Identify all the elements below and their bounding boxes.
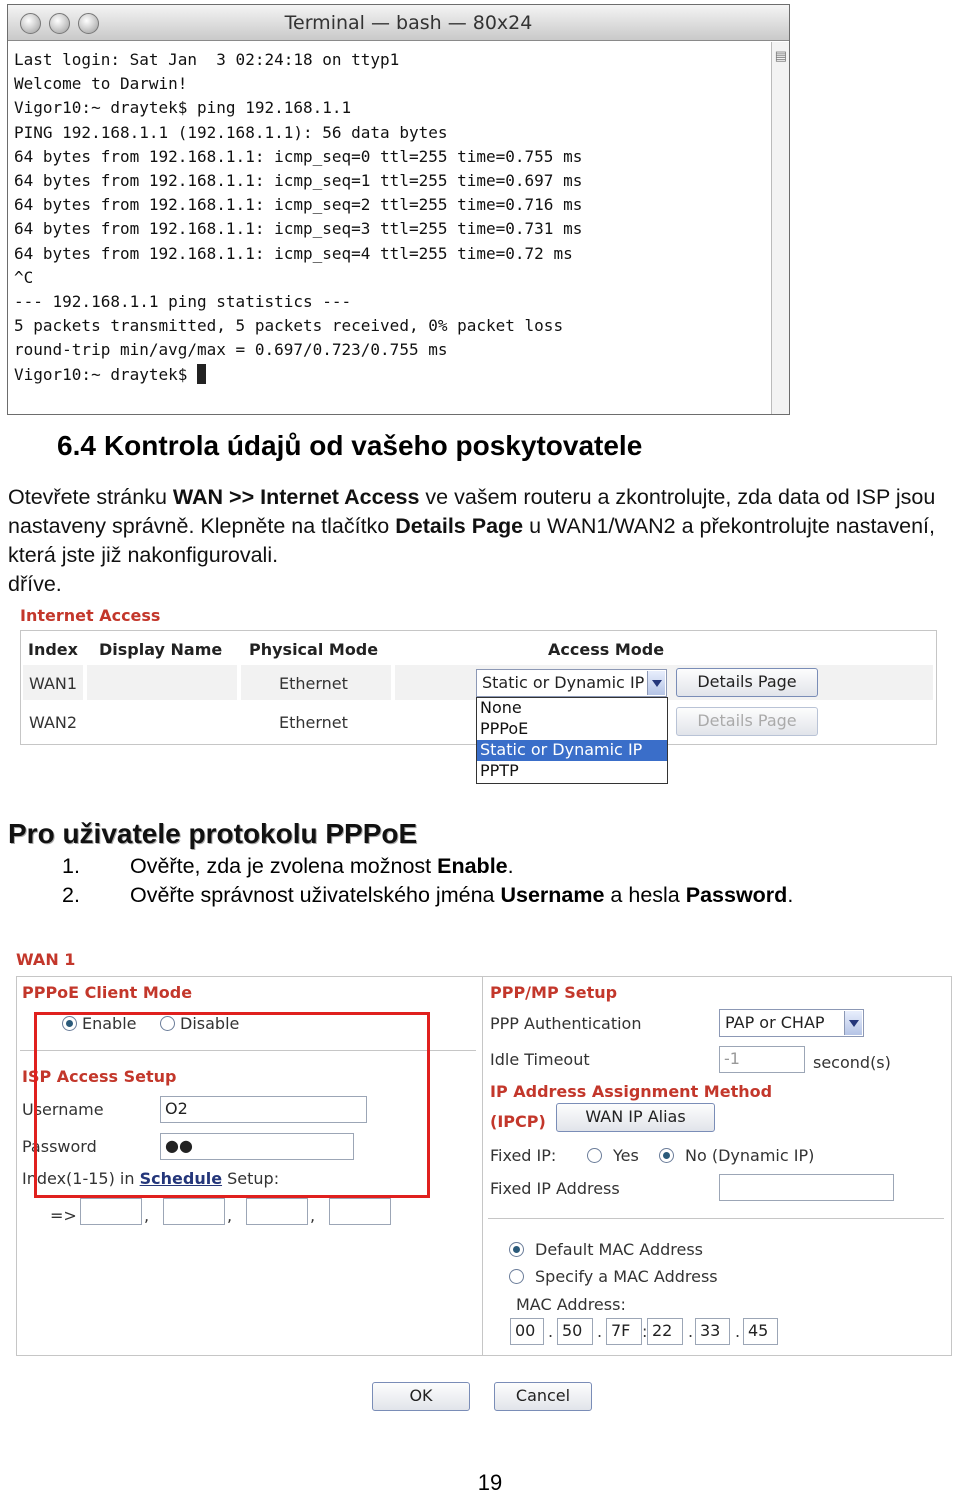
mac-separator: : [642, 1322, 648, 1341]
step-bold: Password [685, 883, 788, 907]
wan2-details-page-button[interactable]: Details Page [676, 707, 818, 736]
terminal-line: Welcome to Darwin! [14, 74, 188, 94]
terminal-line: 5 packets transmitted, 5 packets received, 0% packet loss [14, 316, 564, 336]
ok-button[interactable]: OK [372, 1382, 470, 1411]
mac-separator: . [735, 1322, 741, 1341]
idle-timeout-unit: second(s) [813, 1053, 891, 1072]
access-mode-select[interactable] [476, 669, 667, 697]
dropdown-option-pppoe[interactable]: PPPoE [480, 719, 529, 738]
client-mode-title: PPPoE Client Mode [22, 983, 193, 1002]
terminal-line: Last login: Sat Jan 3 02:24:18 on ttyp1 [14, 50, 400, 69]
password-label: Password [22, 1137, 97, 1156]
mac-separator: . [597, 1322, 603, 1341]
section-title: Kontrola údajů od vašeho poskytovatele [103, 430, 643, 461]
schedule-link[interactable]: Schedule [139, 1169, 223, 1188]
row-wan1-index: WAN1 [29, 674, 78, 693]
dropdown-option-none[interactable]: None [480, 698, 522, 717]
disable-label: Disable [180, 1014, 240, 1033]
terminal-line: 64 bytes from 192.168.1.1: icmp_seq=1 ttl=255 time=0.697 ms [14, 171, 583, 191]
access-mode-dropdown [476, 697, 668, 784]
default-mac-label: Default MAC Address [535, 1240, 703, 1259]
step-bold: Username [500, 883, 605, 907]
terminal-output[interactable] [8, 42, 771, 414]
para-text: u WAN1/WAN2 a překontrolujte nastavení, která jste již nakonfigurovali. [8, 514, 935, 567]
ppp-auth-label: PPP Authentication [490, 1014, 642, 1033]
terminal-prompt: Vigor10:~ draytek$ [14, 364, 198, 384]
terminal-scrollbar[interactable] [771, 42, 789, 414]
fixed-ip-address-input[interactable] [719, 1174, 894, 1201]
list-item [62, 852, 793, 881]
intro-paragraph [8, 483, 958, 599]
terminal-window [7, 4, 790, 415]
step-text: . [507, 854, 514, 878]
wan1-details-page-button[interactable]: Details Page [676, 668, 818, 697]
wan-ip-alias-button[interactable]: WAN IP Alias [556, 1103, 715, 1132]
fixed-ip-no-label: No (Dynamic IP) [685, 1146, 815, 1165]
isp-setup-title: ISP Access Setup [22, 1067, 177, 1086]
step-bold: Enable [437, 854, 508, 878]
mac-address-label: MAC Address: [516, 1295, 626, 1314]
mac-octet-5[interactable]: 33 [695, 1318, 730, 1345]
default-mac-radio[interactable] [509, 1242, 524, 1257]
terminal-line: round-trip min/avg/max = 0.697/0.723/0.755 ms [14, 340, 448, 360]
chevron-down-icon[interactable] [844, 1011, 862, 1035]
terminal-line: PING 192.168.1.1 (192.168.1.1): 56 data bytes [14, 122, 448, 142]
cursor-icon [197, 364, 206, 384]
dropdown-option-static[interactable]: Static or Dynamic IP [477, 740, 667, 761]
ppp-auth-value: PAP or CHAP [725, 1013, 825, 1032]
table-cell-bg [87, 665, 237, 700]
internet-access-title: Internet Access [20, 606, 161, 625]
terminal-line: Vigor10:~ draytek$ ping 192.168.1.1 [14, 98, 352, 118]
fixed-ip-yes-label: Yes [613, 1146, 639, 1165]
col-header-display-name: Display Name [99, 640, 223, 659]
col-header-index: Index [28, 640, 78, 659]
step-text: a hesla [604, 883, 686, 907]
ip-assign-title-ipcp: (IPCP) [490, 1112, 546, 1131]
cancel-button[interactable]: Cancel [494, 1382, 592, 1411]
fixed-ip-no-radio[interactable] [659, 1148, 674, 1163]
mac-octet-3[interactable]: 7F [606, 1318, 642, 1345]
schedule-index-3[interactable] [246, 1198, 308, 1225]
para-text: ve vašem routeru a zkontrolujte, zda data od ISP jsou nastaveny správně. Klepněte na tlačítko [8, 485, 936, 538]
section-number: 6.4 [57, 430, 96, 461]
para-text: Otevřete stránku [8, 485, 173, 509]
username-label: Username [22, 1100, 104, 1119]
highlight-box [34, 1012, 430, 1198]
ppp-setup-title: PPP/MP Setup [490, 983, 618, 1002]
separator: , [310, 1206, 316, 1225]
separator: , [144, 1206, 150, 1225]
idle-timeout-label: Idle Timeout [490, 1050, 590, 1069]
divider [488, 1218, 944, 1219]
mac-octet-2[interactable]: 50 [557, 1318, 593, 1345]
schedule-label-text: Index(1-15) in [22, 1169, 140, 1188]
col-header-physical-mode: Physical Mode [249, 640, 379, 659]
default-mac-group[interactable] [509, 1240, 703, 1259]
chevron-down-icon[interactable] [647, 671, 665, 695]
terminal-line: 64 bytes from 192.168.1.1: icmp_seq=0 ttl=255 time=0.755 ms [14, 146, 583, 166]
page-number: 19 [477, 1470, 503, 1495]
para-text: dříve. [8, 572, 62, 596]
fixed-ip-no-group[interactable] [659, 1146, 814, 1165]
terminal-line: --- 192.168.1.1 ping statistics --- [14, 292, 352, 312]
specify-mac-label: Specify a MAC Address [535, 1267, 718, 1286]
section-heading [57, 430, 642, 462]
username-input[interactable]: O2 [160, 1096, 367, 1123]
terminal-line: 64 bytes from 192.168.1.1: icmp_seq=4 ttl=255 time=0.72 ms [14, 243, 573, 263]
mac-octet-1[interactable]: 00 [510, 1318, 544, 1345]
step-text: Ověřte správnost uživatelského jména [130, 883, 501, 907]
separator: , [227, 1206, 233, 1225]
mac-separator: . [688, 1322, 694, 1341]
step-number: 2. [62, 883, 80, 907]
step-text: Ověřte, zda je zvolena možnost [130, 854, 438, 878]
terminal-prompt-line [14, 363, 771, 387]
fixed-ip-label: Fixed IP: [490, 1146, 557, 1165]
terminal-titlebar [8, 5, 789, 41]
row-wan1-physical: Ethernet [279, 674, 348, 693]
enable-label: Enable [82, 1014, 137, 1033]
schedule-index-4[interactable] [329, 1198, 391, 1225]
schedule-index-2[interactable] [163, 1198, 225, 1225]
fixed-ip-yes-group[interactable] [587, 1146, 639, 1165]
ip-assign-title: IP Address Assignment Method [490, 1082, 773, 1101]
wan1-title: WAN 1 [16, 950, 76, 969]
para-bold-menu-path: WAN >> Internet Access [172, 485, 420, 509]
pppoe-steps [62, 852, 793, 910]
schedule-arrow: => [50, 1206, 77, 1225]
step-text: . [787, 883, 794, 907]
mac-octet-6[interactable]: 45 [743, 1318, 778, 1345]
password-input[interactable]: ●● [160, 1133, 354, 1160]
fixed-ip-address-label: Fixed IP Address [490, 1179, 620, 1198]
panel-divider [482, 976, 483, 1356]
list-item [62, 881, 793, 910]
col-header-access-mode: Access Mode [548, 640, 665, 659]
specify-mac-radio[interactable] [509, 1269, 524, 1284]
para-bold-details: Details Page [395, 514, 524, 538]
step-number: 1. [62, 854, 80, 878]
mac-separator: . [548, 1322, 554, 1341]
terminal-line: 64 bytes from 192.168.1.1: icmp_seq=2 ttl=255 time=0.716 ms [14, 195, 583, 215]
ppp-auth-select[interactable] [719, 1009, 864, 1037]
specify-mac-group[interactable] [509, 1267, 718, 1286]
schedule-index-1[interactable] [80, 1198, 142, 1225]
row-wan2-index: WAN2 [29, 713, 78, 732]
access-mode-value: Static or Dynamic IP [482, 673, 645, 692]
mac-octet-4[interactable]: 22 [647, 1318, 683, 1345]
dropdown-option-pptp[interactable]: PPTP [480, 761, 519, 780]
terminal-line: 64 bytes from 192.168.1.1: icmp_seq=3 ttl=255 time=0.731 ms [14, 219, 583, 239]
fixed-ip-yes-radio[interactable] [587, 1148, 602, 1163]
pppoe-heading: Pro uživatele protokolu PPPoE [8, 818, 418, 849]
terminal-title: Terminal — bash — 80x24 [284, 12, 533, 34]
terminal-line: ^C [14, 267, 34, 287]
row-wan2-physical: Ethernet [279, 713, 348, 732]
idle-timeout-input[interactable]: -1 [719, 1046, 805, 1073]
schedule-label-text: Setup: [222, 1169, 280, 1188]
resize-grip-icon[interactable]: ▤ [774, 48, 787, 63]
